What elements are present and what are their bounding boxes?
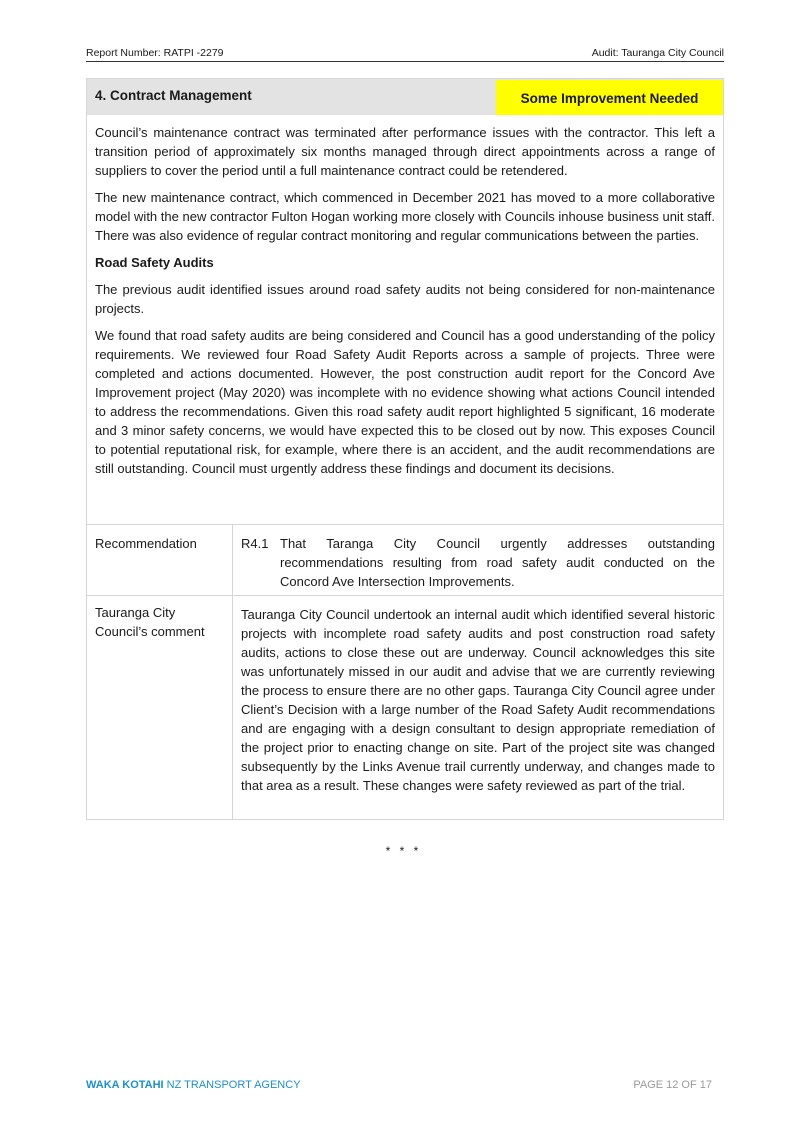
recommendation-row [87,524,723,596]
paragraph: Council’s maintenance contract was terminated after performance issues with the contractor. This left a transition period of approximately six months managed through direct appointments across a range of suppliers to cover the period until a full maintenance contract could be retendered. [95,125,715,178]
section-title: 4. Contract Management [95,88,252,103]
audit-name: Audit: Tauranga City Council [591,47,724,59]
recommendation-number: R4.1 [241,536,269,551]
comment-row [87,594,723,819]
page-header [86,47,724,62]
subheading: Road Safety Audits [95,255,214,270]
agency-name-rest: NZ TRANSPORT AGENCY [163,1079,301,1091]
section-header [87,79,723,115]
comment-label: Tauranga City Council’s comment [95,605,205,639]
paragraph: The previous audit identified issues around road safety audits not being considered for non-maintenance projects. [95,282,715,316]
paragraph: The new maintenance contract, which commenced in December 2021 has moved to a more collaborative model with the new contractor Fulton Hogan working more closely with Councils inhouse business unit staff. There was also evidence of regular contract monitoring and regular communications between the parties. [95,190,715,243]
section-separator: * * * [385,844,422,858]
footer-agency [86,1079,301,1091]
recommendation-label: Recommendation [95,536,197,551]
table-divider [232,524,233,819]
rating-badge: Some Improvement Needed [496,80,723,115]
agency-name-bold: WAKA KOTAHI [86,1079,164,1091]
page-number: PAGE 12 OF 17 [633,1079,712,1091]
paragraph: We found that road safety audits are being considered and Council has a good understanding of the policy requirements. We reviewed four Road Safety Audit Reports across a sample of projects. Three were completed and actions documented. However, the post construction audit report for the Concord Ave Improvement project (May 2020) was incomplete with no evidence showing what actions Council intended to address the recommendations. Given this road safety audit report highlighted 5 significant, 16 moderate and 3 minor safety concerns, we would have expected this to be closed out by now. This exposes Council to potential reputational risk, for example, where there is an accident, and the audit recommendations are still outstanding. Council must urgently address these findings and document its decisions. [95,328,715,476]
report-number: Report Number: RATPI -2279 [86,47,224,59]
recommendation-text: That Taranga City Council urgently addresses outstanding recommendations resulting from road safety audit conducted on the Concord Ave Intersection Improvements. [280,536,715,589]
section-box [86,78,724,820]
section-body [95,123,715,486]
comment-text: Tauranga City Council undertook an internal audit which identified several historic projects with incomplete road safety audits and post construction road safety audits, actions to close these out are underway. Council acknowledges this site was unfortunately missed in our audit and advise that we are currently reviewing the process to ensure there are no other gaps. Tauranga City Council agree under Client’s Decision with a large number of the Road Safety Audit recommendations and are engaging with a design consultant to design appropriate remediation of the project prior to enacting change on site. Part of the project site was changed subsequently by the Links Avenue trail currently underway, and changes made to that area as a result. These changes were safety reviewed as part of the trial. [241,607,715,793]
